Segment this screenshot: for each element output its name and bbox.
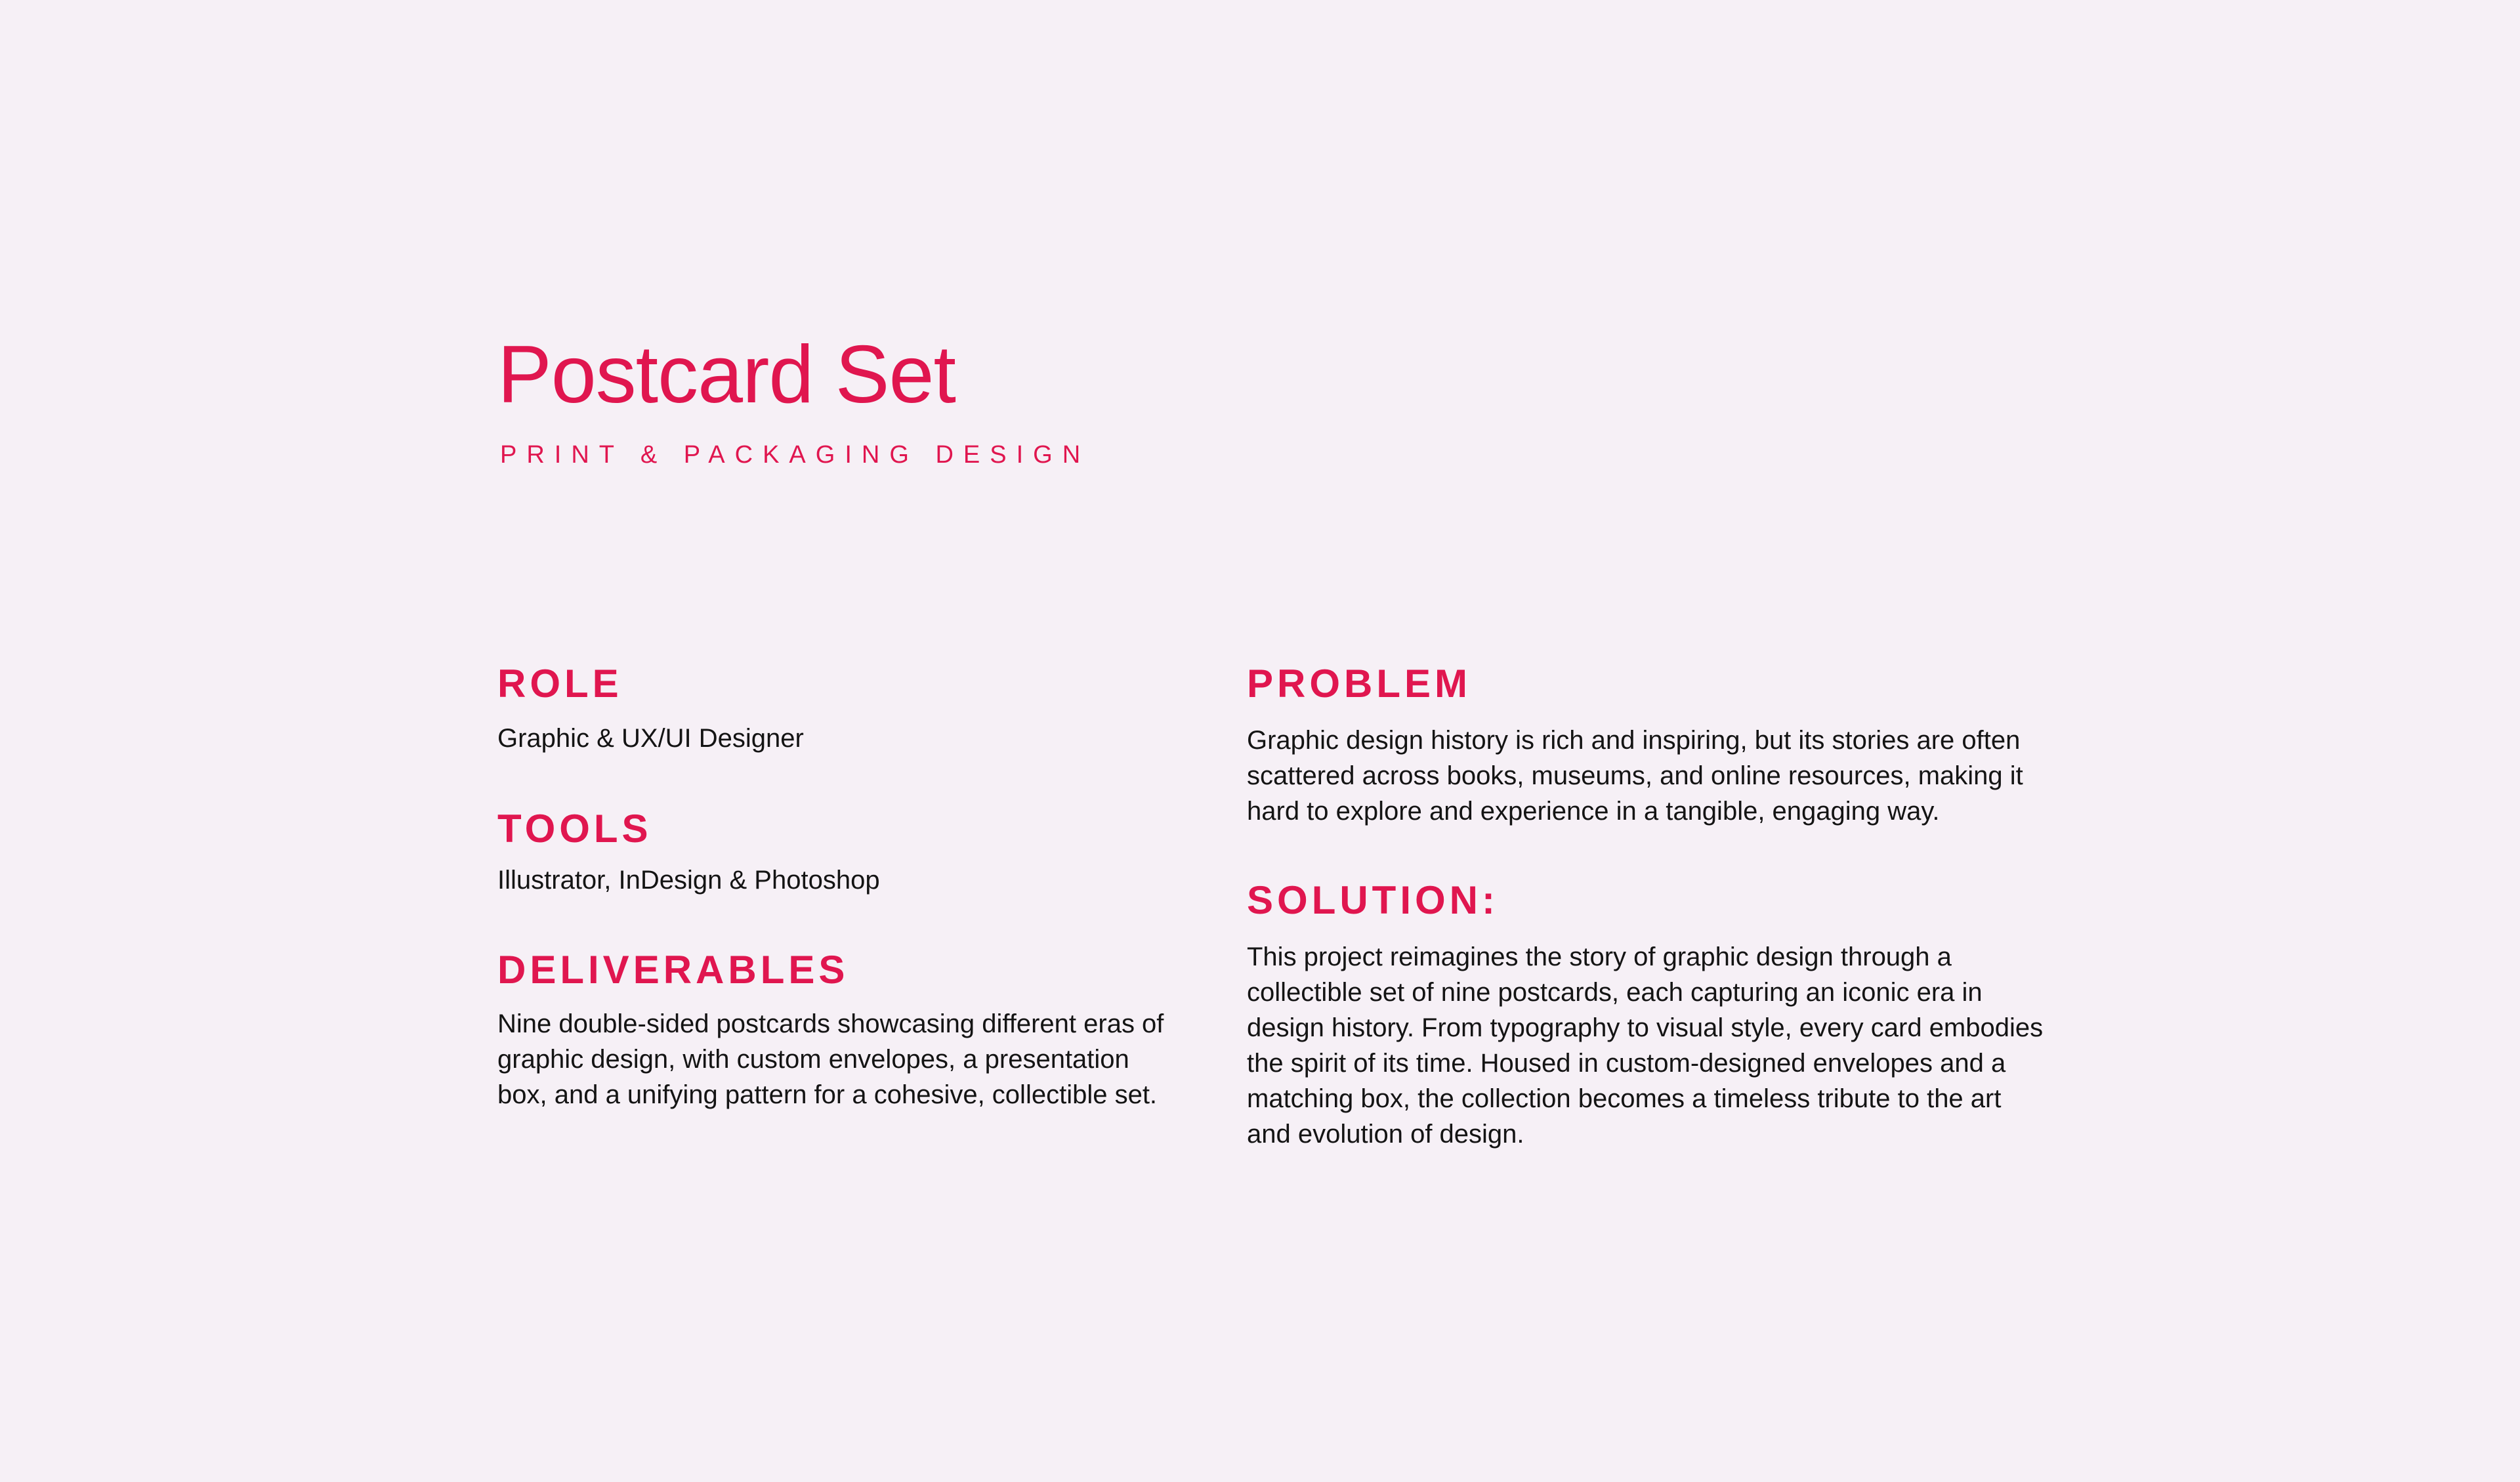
solution-text: This project reimagines the story of graphic design through a collectible set of nine postcards, each capturing an iconic era in design history. From typography to visual style, every card embodies the spirit of its time. Housed in custom-designed envelopes and a matching box, the collection becomes a timeless tribute to the art and evolution of design.	[1247, 942, 2044, 1149]
problem-text: Graphic design history is rich and inspiring, but its stories are often scattered across books, museums, and online resources, making it hard to explore and experience in a tangible, engaging way.	[1247, 726, 2023, 826]
role-text: Graphic & UX/UI Designer	[497, 724, 804, 753]
page-subtitle: PRINT & PACKAGING DESIGN	[500, 441, 1091, 469]
role-heading: ROLE	[497, 662, 623, 706]
tools-text: Illustrator, InDesign & Photoshop	[497, 866, 880, 895]
tools-heading: TOOLS	[497, 807, 652, 851]
deliverables-text: Nine double-sided postcards showcasing different eras of graphic design, with custom envelopes, a presentation box, and a unifying pattern for a cohesive, collectible set.	[497, 1009, 1164, 1109]
solution-heading: SOLUTION:	[1247, 878, 1499, 922]
problem-heading: PROBLEM	[1247, 662, 1471, 706]
deliverables-heading: DELIVERABLES	[497, 948, 849, 992]
page-title: Postcard Set	[497, 329, 956, 420]
